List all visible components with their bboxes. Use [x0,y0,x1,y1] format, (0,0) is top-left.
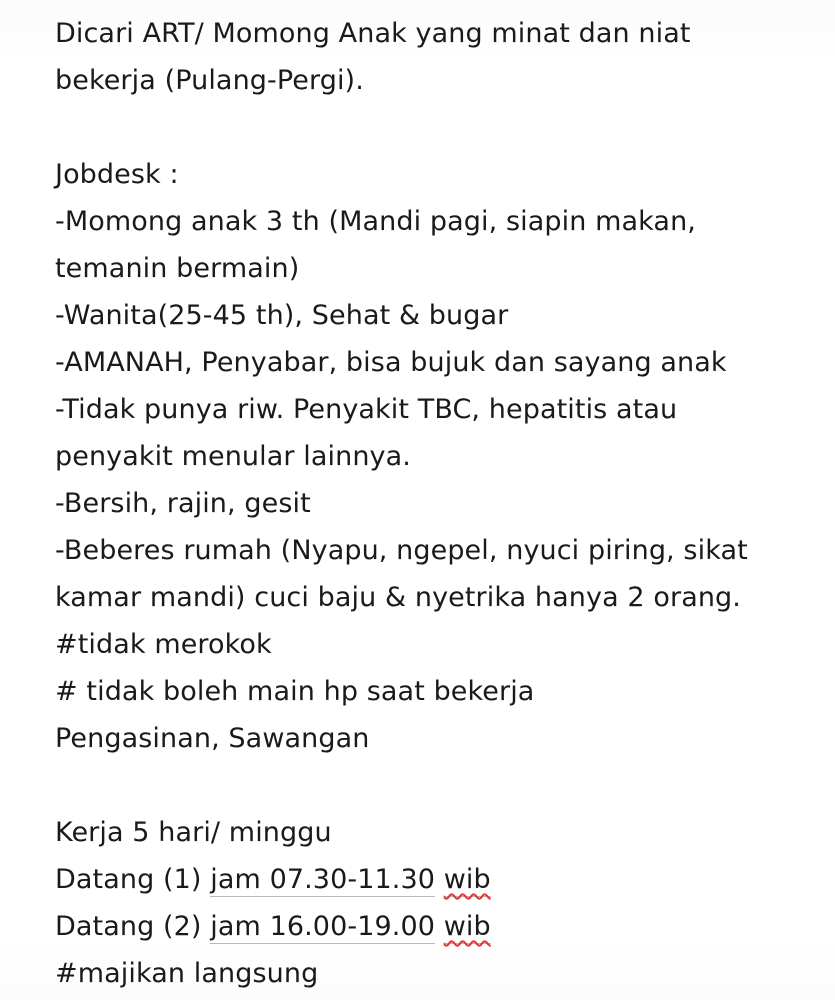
jobdesk-item-5: -Bersih, rajin, gesit [55,488,311,519]
shift-2-prefix: Datang (2) [55,911,211,942]
blank-line [55,762,825,809]
jobdesk-item-1-line-2: temanin bermain) [55,253,300,284]
jobdesk-item-6-line-2: kamar mandi) cuci baju & nyetrika hanya 2 orang. [55,582,741,613]
location-line: Pengasinan, Sawangan [55,723,370,754]
shift-2-time-link[interactable]: jam 16.00-19.00 [210,911,435,942]
rule-no-phone: # tidak boleh main hp saat bekerja [55,676,535,707]
shift-1-prefix: Datang (1) [55,864,211,895]
schedule-days: Kerja 5 hari/ minggu [55,817,332,848]
shift-2-line [55,903,825,950]
jobdesk-item-2: -Wanita(25-45 th), Sehat & bugar [55,300,509,331]
blank-line [55,104,825,151]
shift-1-line [55,856,825,903]
jobdesk-item-4-line-2: penyakit menular lainnya. [55,441,411,472]
jobdesk-item-6-line-1: -Beberes rumah (Nyapu, ngepel, nyuci piring, sikat [55,535,748,566]
closing-line: #majikan langsung [55,958,319,989]
jobdesk-item-4-line-1: -Tidak punya riw. Penyakit TBC, hepatitis atau [55,394,678,425]
intro-line-2: bekerja (Pulang-Pergi). [55,65,364,96]
note-body[interactable] [55,10,825,997]
jobdesk-item-3: -AMANAH, Penyabar, bisa bujuk dan sayang anak [55,347,727,378]
jobdesk-item-1-line-1: -Momong anak 3 th (Mandi pagi, siapin makan, [55,206,696,237]
rule-no-smoking: #tidak merokok [55,629,272,660]
intro-line-1: Dicari ART/ Momong Anak yang minat dan niat [55,18,691,49]
shift-1-unit[interactable]: wib [443,864,491,895]
shift-1-time-link[interactable]: jam 07.30-11.30 [210,864,435,895]
shift-2-unit[interactable]: wib [443,911,491,942]
jobdesk-heading: Jobdesk : [55,159,179,190]
